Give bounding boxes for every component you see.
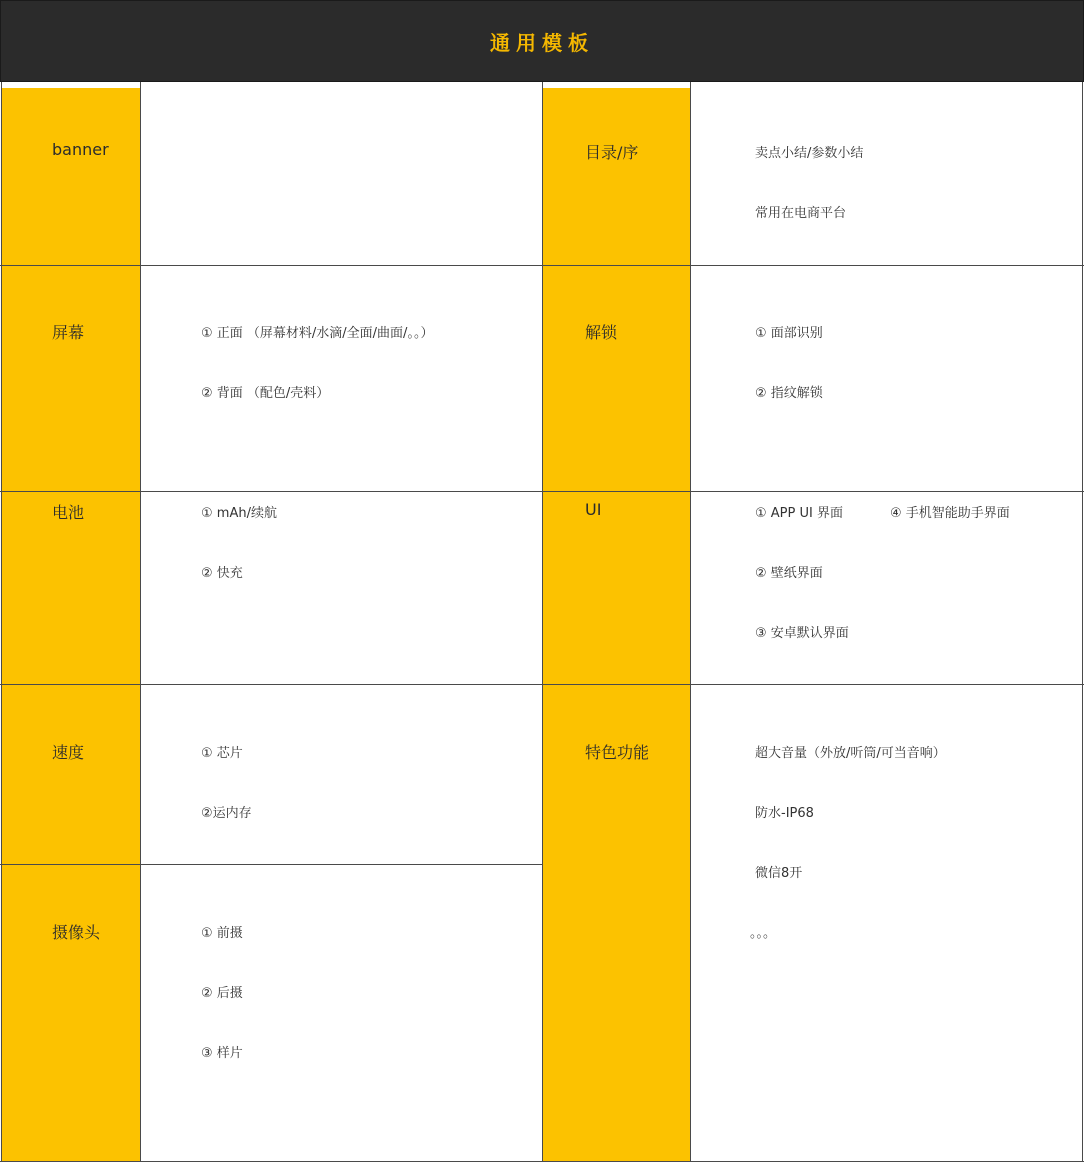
camera-label: 摄像头 — [52, 923, 101, 942]
speed-item: ②运内存 — [201, 806, 252, 821]
screen-item: ① 正面 （屏幕材料/水滴/全面/曲面/。。） — [201, 326, 434, 341]
features-item: 超大音量（外放/听筒/可当音响） — [755, 746, 946, 761]
row-divider — [0, 864, 542, 865]
features-item: 微信8开 — [755, 866, 803, 881]
grid-line — [1082, 82, 1083, 1162]
banner-label: banner — [52, 140, 109, 159]
row-divider — [0, 1161, 1084, 1162]
speed-label: 速度 — [52, 743, 85, 762]
features-item: 防水-IP68 — [755, 806, 814, 821]
left-label-column — [2, 88, 140, 1161]
ui-item: ③ 安卓默认界面 — [755, 626, 849, 641]
camera-item: ① 前摄 — [201, 926, 243, 941]
row-divider — [0, 265, 1084, 266]
battery-item: ② 快充 — [201, 566, 243, 581]
page-title: 通用模板 — [490, 30, 594, 55]
unlock-item: ① 面部识别 — [755, 326, 823, 341]
screen-item: ② 背面 （配色/壳料） — [201, 386, 330, 401]
left-column-top-gap — [2, 84, 140, 88]
camera-item: ② 后摄 — [201, 986, 243, 1001]
screen-label: 屏幕 — [52, 323, 85, 342]
grid-line — [140, 82, 141, 1162]
battery-item: ① mAh/续航 — [201, 506, 277, 521]
camera-item: ③ 样片 — [201, 1046, 243, 1061]
right-column-top-gap — [543, 84, 690, 88]
ui-item: ④ 手机智能助手界面 — [890, 506, 1010, 521]
toc-label: 目录/序 — [585, 143, 639, 162]
unlock-label: 解锁 — [585, 323, 618, 342]
speed-item: ① 芯片 — [201, 746, 243, 761]
row-divider — [0, 684, 1084, 685]
features-item: 。。。 — [750, 926, 777, 941]
page-header — [0, 0, 1084, 82]
toc-item: 常用在电商平台 — [755, 206, 847, 221]
right-label-column — [543, 88, 690, 1161]
grid-line — [542, 82, 543, 1162]
ui-label: UI — [585, 500, 602, 519]
battery-label: 电池 — [52, 503, 85, 522]
features-label: 特色功能 — [585, 743, 650, 762]
toc-item: 卖点小结/参数小结 — [755, 146, 864, 161]
grid-line — [1, 82, 2, 1162]
ui-item: ② 壁纸界面 — [755, 566, 823, 581]
ui-item: ① APP UI 界面 — [755, 506, 843, 521]
unlock-item: ② 指纹解锁 — [755, 386, 823, 401]
row-divider — [0, 491, 1084, 492]
grid-line — [690, 82, 691, 1162]
